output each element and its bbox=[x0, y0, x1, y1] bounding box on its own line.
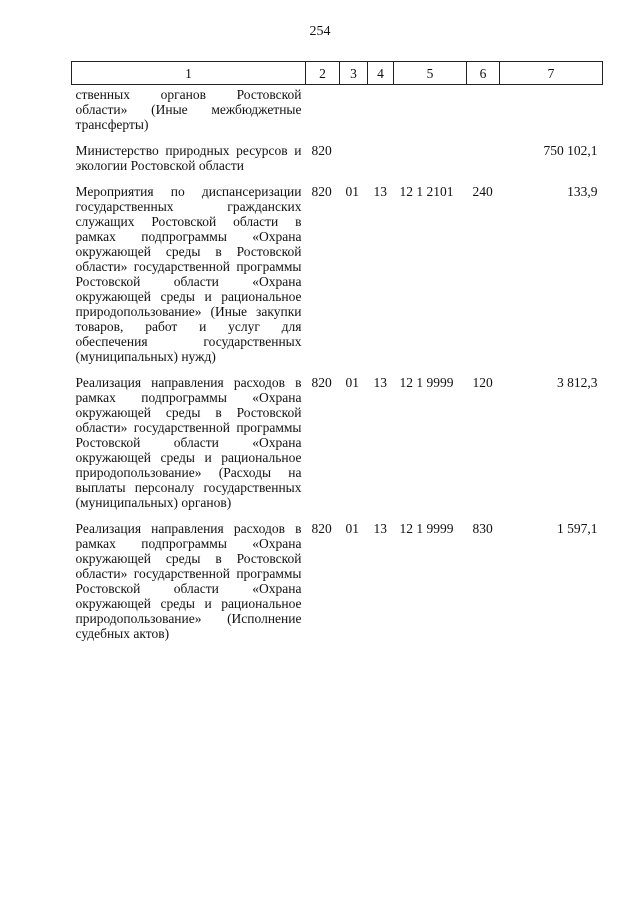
row-expense-type-code: 120 bbox=[472, 375, 493, 390]
header-col-6: 6 bbox=[467, 62, 500, 85]
row-subsection-code: 13 bbox=[373, 521, 387, 536]
header-col-3: 3 bbox=[340, 62, 368, 85]
row-section-code bbox=[340, 85, 368, 144]
row-section-code bbox=[340, 143, 368, 184]
row-amount bbox=[500, 85, 603, 144]
table-row bbox=[72, 143, 603, 184]
row-ministry-code: 820 bbox=[311, 184, 332, 199]
header-col-5: 5 bbox=[394, 62, 467, 85]
row-ministry-code bbox=[306, 85, 340, 144]
row-description: Министерство природных ресурсов и экологии Ростовской области bbox=[75, 143, 302, 173]
header-col-7: 7 bbox=[500, 62, 603, 85]
table-body bbox=[72, 85, 603, 653]
page-number: 254 bbox=[309, 24, 331, 39]
row-expense-type-code bbox=[467, 85, 500, 144]
row-ministry-code: 820 bbox=[311, 375, 332, 390]
row-subsection-code: 13 bbox=[373, 375, 387, 390]
row-target-code bbox=[394, 85, 467, 144]
header-col-1: 1 bbox=[72, 62, 306, 85]
row-target-code bbox=[394, 143, 467, 184]
budget-table bbox=[71, 61, 603, 652]
row-ministry-code: 820 bbox=[311, 143, 332, 158]
table-row bbox=[72, 184, 603, 375]
row-ministry-code: 820 bbox=[311, 521, 332, 536]
row-expense-type-code: 240 bbox=[472, 184, 493, 199]
row-target-code: 12 1 9999 bbox=[399, 521, 454, 536]
header-row bbox=[72, 62, 603, 85]
table-row bbox=[72, 521, 603, 652]
row-amount: 3 812,3 bbox=[557, 375, 598, 390]
row-description: Реализация направления расходов в рамках подпрограммы «Охрана окружающей среды в Ростовской области» государственной программы Ростовской области «Охрана окружающей среды и рациональное природопользование» (Расходы на выплаты персоналу государственных (муниципальных) органов) bbox=[75, 375, 302, 510]
row-subsection-code bbox=[368, 85, 394, 144]
row-section-code: 01 bbox=[345, 375, 359, 390]
row-description: Реализация направления расходов в рамках подпрограммы «Охрана окружающей среды в Ростовской области» государственной программы Ростовской области «Охрана окружающей среды и рациональное природопользование» (Исполнение судебных актов) bbox=[75, 521, 302, 641]
row-description: Мероприятия по диспансеризации государственных гражданских служащих Ростовской области в рамках подпрограммы «Охрана окружающей среды в Ростовской области» государственной программы Ростовской области «Охрана окружающей среды и рациональное природопользование» (Иные закупки товаров, работ и услуг для обеспечения государственных (муниципальных) нужд) bbox=[75, 184, 302, 364]
row-description: ственных органов Ростовской области» (Иные межбюджетные трансферты) bbox=[75, 87, 302, 132]
table-header bbox=[72, 62, 603, 85]
row-section-code: 01 bbox=[345, 521, 359, 536]
row-expense-type-code: 830 bbox=[472, 521, 493, 536]
row-expense-type-code bbox=[467, 143, 500, 184]
row-section-code: 01 bbox=[345, 184, 359, 199]
header-col-4: 4 bbox=[368, 62, 394, 85]
table-row bbox=[72, 375, 603, 521]
row-subsection-code bbox=[368, 143, 394, 184]
row-subsection-code: 13 bbox=[373, 184, 387, 199]
row-target-code: 12 1 9999 bbox=[399, 375, 454, 390]
table-row bbox=[72, 85, 603, 144]
header-col-2: 2 bbox=[306, 62, 340, 85]
row-amount: 750 102,1 bbox=[543, 143, 598, 158]
row-target-code: 12 1 2101 bbox=[399, 184, 454, 199]
row-amount: 133,9 bbox=[567, 184, 598, 199]
row-amount: 1 597,1 bbox=[557, 521, 598, 536]
